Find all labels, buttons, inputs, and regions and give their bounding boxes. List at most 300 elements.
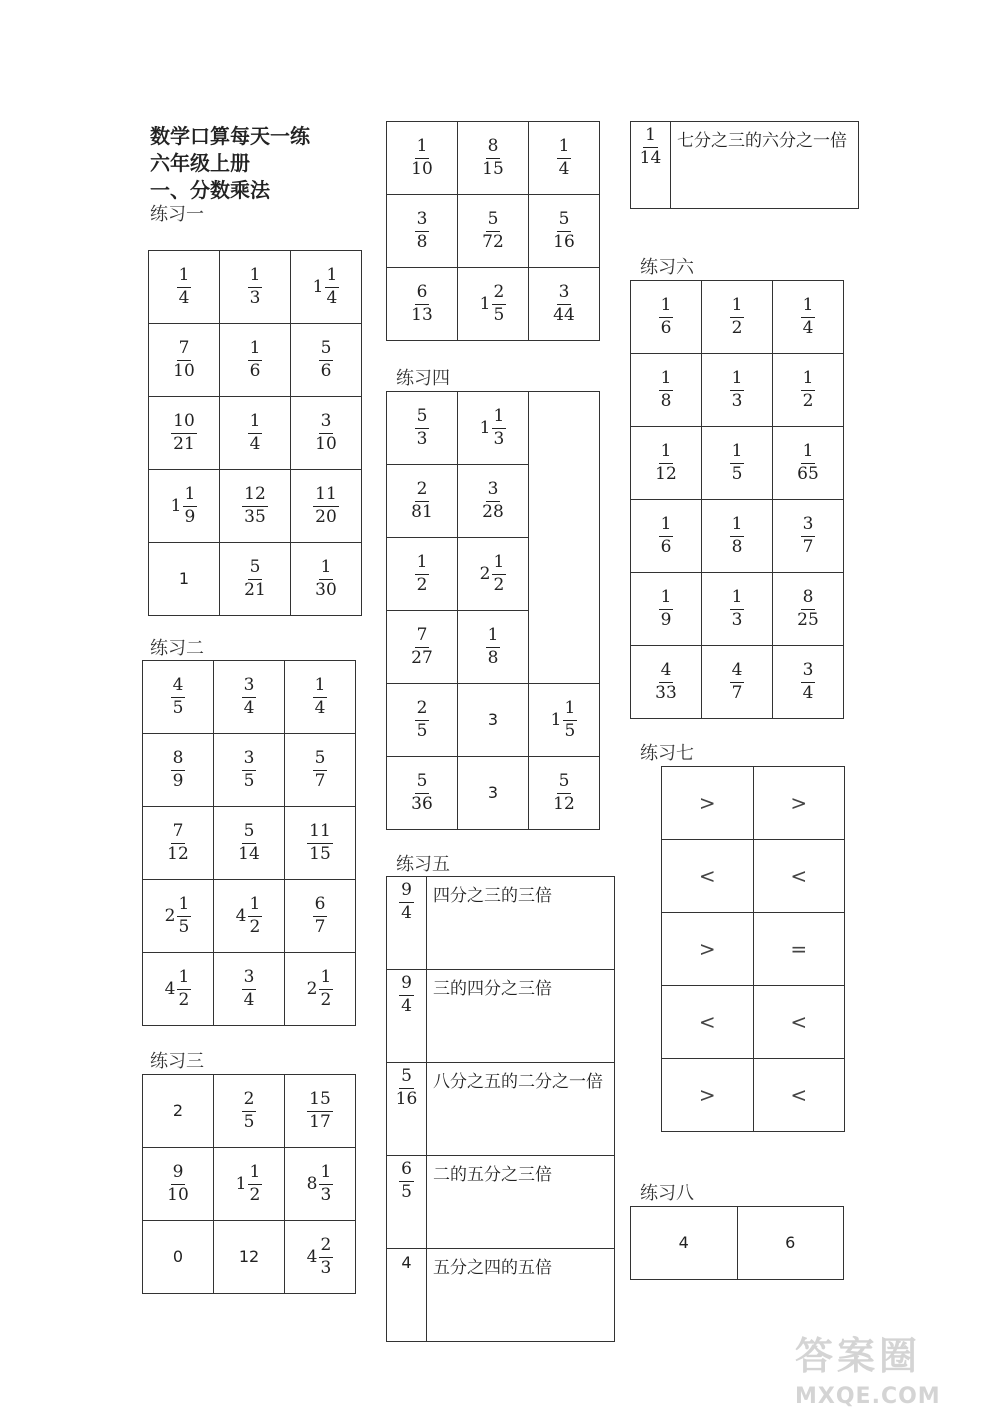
answer-cell <box>149 470 220 543</box>
answer-cell <box>773 427 844 500</box>
answer-cell <box>285 880 356 953</box>
denominator: 3 <box>731 390 743 411</box>
denominator: 5 <box>564 720 576 741</box>
fraction <box>307 1236 334 1278</box>
fraction <box>415 699 430 741</box>
exercise-2-table <box>142 660 356 1026</box>
answer-cell <box>387 392 458 465</box>
denominator: 2 <box>731 317 743 338</box>
fraction <box>171 485 198 527</box>
fraction <box>165 1163 191 1205</box>
whole-part: 2 <box>479 564 491 584</box>
numerator: 11 <box>307 822 333 844</box>
fraction <box>795 588 821 630</box>
denominator: 5 <box>493 304 505 325</box>
table-row <box>631 122 859 209</box>
fraction <box>486 626 501 668</box>
fraction <box>557 137 572 179</box>
fraction <box>307 968 334 1010</box>
denominator: 2 <box>249 916 261 937</box>
answer-cell <box>702 573 773 646</box>
denominator: 2 <box>493 574 505 595</box>
denominator: 4 <box>178 287 190 308</box>
comparison-symbol: > <box>698 937 716 961</box>
fraction <box>313 676 328 718</box>
answer-cell <box>631 122 671 209</box>
answer-cell <box>387 465 458 538</box>
denominator: 3 <box>320 1184 332 1205</box>
answer-cell <box>458 538 529 611</box>
denominator: 72 <box>482 231 504 252</box>
fraction <box>242 676 257 718</box>
answer-cell <box>662 767 754 840</box>
table-row <box>631 427 844 500</box>
numerator: 7 <box>415 626 430 648</box>
fraction <box>801 296 816 338</box>
answer-cell <box>214 1075 285 1148</box>
numerator: 1 <box>659 442 674 464</box>
numerator: 8 <box>801 588 816 610</box>
fraction <box>480 210 506 252</box>
answer-cell <box>529 122 600 195</box>
fraction <box>730 515 745 557</box>
book-title: 数学口算每天一练 <box>150 124 310 148</box>
denominator: 5 <box>172 697 184 718</box>
denominator: 6 <box>320 360 332 381</box>
answer-cell <box>220 470 291 543</box>
integer-value: 12 <box>238 1247 260 1266</box>
watermark-text: 答案圈 <box>795 1334 922 1378</box>
comparison-symbol: < <box>698 864 716 888</box>
denominator: 4 <box>558 158 570 179</box>
numerator: 1 <box>248 339 263 361</box>
answer-cell <box>220 324 291 397</box>
answer-cell <box>631 1207 738 1280</box>
fraction <box>171 339 197 381</box>
table-row <box>631 281 844 354</box>
denominator: 4 <box>401 995 412 1016</box>
denominator: 5 <box>731 463 743 484</box>
table-row <box>143 880 356 953</box>
answer-cell <box>285 807 356 880</box>
answer-cell <box>529 538 600 611</box>
denominator: 28 <box>482 501 504 522</box>
answer-cell <box>143 1148 214 1221</box>
denominator: 6 <box>660 317 672 338</box>
numerator: 6 <box>313 895 328 917</box>
answer-cell <box>427 1249 615 1342</box>
fraction <box>171 412 197 454</box>
denominator: 2 <box>178 989 190 1010</box>
numerator: 1 <box>492 553 507 575</box>
numerator: 1 <box>730 296 745 318</box>
numerator: 5 <box>415 772 430 794</box>
answer-cell <box>285 1221 356 1294</box>
table-row <box>387 1156 615 1249</box>
denominator: 4 <box>326 287 338 308</box>
denominator: 4 <box>249 433 261 454</box>
whole-part: 1 <box>235 1174 247 1194</box>
numerator: 3 <box>486 480 501 502</box>
numerator: 3 <box>415 210 430 232</box>
fraction <box>409 626 435 668</box>
answer-cell <box>702 646 773 719</box>
table-row <box>387 195 600 268</box>
answer-cell <box>631 281 702 354</box>
whole-part: 4 <box>306 1247 318 1267</box>
fraction <box>313 749 328 791</box>
answer-cell <box>285 953 356 1026</box>
answer-cell <box>458 611 529 684</box>
answer-cell <box>458 195 529 268</box>
answer-cell <box>220 543 291 616</box>
denominator: 6 <box>249 360 261 381</box>
answer-cell <box>458 757 529 830</box>
fraction <box>394 1067 420 1109</box>
answer-cell <box>143 661 214 734</box>
numerator: 1 <box>659 515 674 537</box>
answer-cell <box>291 543 362 616</box>
fraction <box>236 895 263 937</box>
answer-cell <box>291 324 362 397</box>
numerator: 2 <box>319 1236 334 1258</box>
comparison-symbol: < <box>790 864 808 888</box>
answer-cell <box>427 970 615 1063</box>
denominator: 25 <box>797 609 819 630</box>
answer-cell <box>737 1207 844 1280</box>
answer-cell <box>214 807 285 880</box>
denominator: 81 <box>411 501 433 522</box>
whole-part: 1 <box>479 418 491 438</box>
numerator: 5 <box>415 407 430 429</box>
denominator: 4 <box>243 697 255 718</box>
fraction <box>480 137 506 179</box>
numerator: 1 <box>801 442 816 464</box>
denominator: 7 <box>802 536 814 557</box>
numerator: 1 <box>415 553 430 575</box>
fraction <box>480 283 507 325</box>
answer-cell <box>214 953 285 1026</box>
numerator: 5 <box>557 210 572 232</box>
answer-cell <box>773 573 844 646</box>
numerator: 1 <box>248 266 263 288</box>
answer-cell <box>529 268 600 341</box>
answer-cell <box>214 1148 285 1221</box>
table-row <box>143 1221 356 1294</box>
exercise-4-label: 练习四 <box>396 368 450 389</box>
exercise-1-table <box>148 250 362 616</box>
table-row <box>662 913 845 986</box>
exercise-5-table <box>386 876 615 1342</box>
fraction <box>730 588 745 630</box>
answer-cell <box>662 986 754 1059</box>
whole-part: 1 <box>479 294 491 314</box>
answer-cell <box>387 1249 427 1342</box>
fraction <box>242 749 257 791</box>
integer-value: 1 <box>178 569 190 588</box>
numerator: 2 <box>492 283 507 305</box>
fraction <box>795 442 821 484</box>
fraction <box>415 553 430 595</box>
table-row <box>631 354 844 427</box>
answer-cell <box>214 1221 285 1294</box>
denominator: 8 <box>487 647 499 668</box>
table-row <box>387 1249 615 1342</box>
denominator: 35 <box>244 506 266 527</box>
numerator: 5 <box>486 210 501 232</box>
fraction <box>801 661 816 703</box>
numerator: 5 <box>248 558 263 580</box>
numerator: 5 <box>399 1067 414 1089</box>
exercise-3-bottom-table <box>142 1074 356 1294</box>
fraction <box>659 296 674 338</box>
integer-value: 4 <box>401 1253 412 1272</box>
exercise-3-table <box>386 121 600 341</box>
table-row <box>631 1207 844 1280</box>
denominator: 5 <box>178 916 190 937</box>
denominator: 9 <box>184 506 196 527</box>
table-row <box>143 807 356 880</box>
answer-cell <box>291 470 362 543</box>
answer-cell <box>773 646 844 719</box>
numerator: 2 <box>415 480 430 502</box>
fraction <box>730 661 745 703</box>
fraction <box>551 699 578 741</box>
fraction <box>313 412 339 454</box>
whole-part: 4 <box>164 979 176 999</box>
numerator: 1 <box>563 699 578 721</box>
denominator: 8 <box>660 390 672 411</box>
answer-cell <box>220 397 291 470</box>
answer-cell <box>387 1156 427 1249</box>
answer-cell <box>631 427 702 500</box>
denominator: 2 <box>802 390 814 411</box>
denominator: 5 <box>416 720 428 741</box>
answer-cell <box>291 397 362 470</box>
answer-cell <box>753 913 845 986</box>
fraction <box>801 515 816 557</box>
table-row <box>149 397 362 470</box>
denominator: 65 <box>797 463 819 484</box>
answer-cell <box>149 324 220 397</box>
denominator: 21 <box>244 579 266 600</box>
whole-part: 2 <box>306 979 318 999</box>
numerator: 1 <box>248 412 263 434</box>
denominator: 8 <box>731 536 743 557</box>
fraction <box>177 266 192 308</box>
denominator: 5 <box>401 1181 412 1202</box>
numerator: 6 <box>415 283 430 305</box>
answer-cell <box>143 880 214 953</box>
answer-cell <box>529 195 600 268</box>
table-row <box>143 953 356 1026</box>
fraction <box>242 485 268 527</box>
fraction <box>248 339 263 381</box>
exercise-2-label: 练习二 <box>150 638 204 659</box>
denominator: 8 <box>416 231 428 252</box>
whole-part: 1 <box>550 710 562 730</box>
fraction <box>313 485 339 527</box>
denominator: 7 <box>314 770 326 791</box>
answer-cell <box>214 880 285 953</box>
fraction <box>248 266 263 308</box>
comparison-symbol: > <box>698 1083 716 1107</box>
answer-cell <box>631 354 702 427</box>
word-problem-text: 五分之四的五倍 <box>433 1258 552 1278</box>
answer-cell <box>671 122 859 209</box>
answer-cell <box>220 251 291 324</box>
denominator: 7 <box>731 682 743 703</box>
answer-cell <box>387 538 458 611</box>
comparison-symbol: < <box>790 1010 808 1034</box>
fraction <box>242 968 257 1010</box>
fraction <box>242 558 268 600</box>
numerator: 4 <box>171 676 186 698</box>
table-row <box>149 251 362 324</box>
fraction <box>730 442 745 484</box>
denominator: 10 <box>167 1184 189 1205</box>
watermark-url: MXQE.COM <box>795 1384 941 1409</box>
integer-value: 2 <box>172 1101 184 1120</box>
table-row <box>143 734 356 807</box>
numerator: 3 <box>801 515 816 537</box>
answer-cell <box>662 1059 754 1132</box>
denominator: 3 <box>416 428 428 449</box>
grade-title: 六年级上册 <box>150 151 250 175</box>
answer-cell <box>387 970 427 1063</box>
denominator: 15 <box>309 843 331 864</box>
denominator: 4 <box>802 317 814 338</box>
table-row <box>387 970 615 1063</box>
numerator: 1 <box>415 137 430 159</box>
table-row <box>149 543 362 616</box>
denominator: 2 <box>249 1184 261 1205</box>
denominator: 14 <box>238 843 260 864</box>
word-problem-text: 八分之五的二分之一倍 <box>433 1072 603 1092</box>
integer-value: 0 <box>172 1247 184 1266</box>
answer-cell <box>702 281 773 354</box>
denominator: 36 <box>411 793 433 814</box>
fraction <box>409 480 435 522</box>
comparison-symbol: > <box>698 791 716 815</box>
table-row <box>387 268 600 341</box>
numerator: 1 <box>486 626 501 648</box>
table-row <box>387 392 600 465</box>
answer-cell <box>285 1148 356 1221</box>
word-problem-text: 四分之三的三倍 <box>433 886 552 906</box>
answer-cell <box>143 807 214 880</box>
table-row <box>149 324 362 397</box>
numerator: 7 <box>171 822 186 844</box>
exercise-6-label: 练习六 <box>640 257 694 278</box>
fraction <box>409 137 435 179</box>
answer-cell <box>143 1221 214 1294</box>
denominator: 12 <box>655 463 677 484</box>
fraction <box>480 407 507 449</box>
answer-cell <box>529 465 600 538</box>
answer-cell <box>387 268 458 341</box>
denominator: 4 <box>314 697 326 718</box>
denominator: 16 <box>395 1088 418 1109</box>
numerator: 1 <box>730 442 745 464</box>
answer-cell <box>214 734 285 807</box>
numerator: 1 <box>801 296 816 318</box>
numerator: 3 <box>319 412 334 434</box>
denominator: 15 <box>482 158 504 179</box>
fraction <box>730 369 745 411</box>
integer-value: 6 <box>785 1233 796 1252</box>
fraction <box>313 895 328 937</box>
numerator: 5 <box>319 339 334 361</box>
whole-part: 4 <box>235 906 247 926</box>
comparison-symbol: < <box>698 1010 716 1034</box>
numerator: 1 <box>177 968 192 990</box>
answer-cell <box>149 251 220 324</box>
denominator: 9 <box>172 770 184 791</box>
numerator: 1 <box>659 588 674 610</box>
table-row <box>662 1059 845 1132</box>
answer-cell <box>458 465 529 538</box>
answer-cell <box>427 1063 615 1156</box>
numerator: 5 <box>557 772 572 794</box>
numerator: 6 <box>399 1160 414 1182</box>
answer-cell <box>702 354 773 427</box>
answer-cell <box>662 913 754 986</box>
comparison-symbol: > <box>790 791 808 815</box>
table-row <box>631 646 844 719</box>
denominator: 4 <box>802 682 814 703</box>
answer-cell <box>529 684 600 757</box>
denominator: 30 <box>315 579 337 600</box>
denominator: 4 <box>401 902 412 923</box>
table-row <box>662 986 845 1059</box>
numerator: 3 <box>242 749 257 771</box>
watermark-logo <box>795 1325 941 1409</box>
comparison-symbol: < <box>790 1083 808 1107</box>
numerator: 5 <box>242 822 257 844</box>
answer-cell <box>387 611 458 684</box>
denominator: 14 <box>639 147 662 168</box>
denominator: 2 <box>320 989 332 1010</box>
fraction <box>399 881 414 923</box>
numerator: 3 <box>242 968 257 990</box>
denominator: 9 <box>660 609 672 630</box>
denominator: 12 <box>553 793 575 814</box>
section-title: 一、分数乘法 <box>150 178 270 202</box>
table-row <box>631 500 844 573</box>
exercise-1-label: 练习一 <box>150 204 204 225</box>
table-row <box>143 1075 356 1148</box>
answer-cell <box>143 953 214 1026</box>
fraction <box>415 407 430 449</box>
fraction <box>480 553 507 595</box>
numerator: 12 <box>242 485 268 507</box>
denominator: 16 <box>553 231 575 252</box>
fraction <box>165 895 192 937</box>
fraction <box>319 339 334 381</box>
answer-cell <box>458 392 529 465</box>
fraction <box>171 676 186 718</box>
numerator: 2 <box>242 1090 257 1112</box>
denominator: 3 <box>249 287 261 308</box>
answer-cell <box>387 877 427 970</box>
exercise-5-continued-table <box>630 121 859 209</box>
numerator: 9 <box>171 1163 186 1185</box>
table-row <box>387 538 600 611</box>
answer-cell <box>753 767 845 840</box>
denominator: 2 <box>416 574 428 595</box>
fraction <box>165 968 192 1010</box>
